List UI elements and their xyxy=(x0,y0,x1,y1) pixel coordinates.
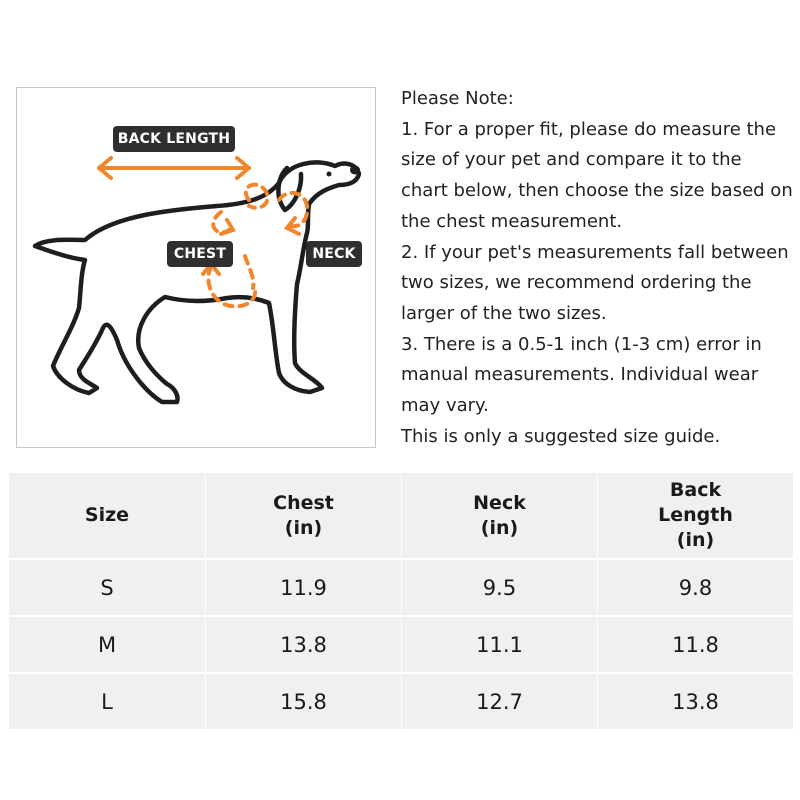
cell-back-length: 13.8 xyxy=(598,673,794,730)
table-row xyxy=(9,616,794,673)
back-length-label: BACK LENGTH xyxy=(113,126,235,152)
dog-eye xyxy=(327,172,332,177)
cell-size: S xyxy=(9,559,206,616)
cell-size: M xyxy=(9,616,206,673)
note-2: 2. If your pet's measurements fall between two sizes, we recommend ordering the larger of the two sizes. xyxy=(401,241,789,324)
cell-chest: 15.8 xyxy=(206,673,402,730)
cell-size: L xyxy=(9,673,206,730)
note-3: 3. There is a 0.5-1 inch (1-3 cm) error in manual measurements. Individual wear may vary. xyxy=(401,333,762,417)
header-neck: Neck (in) xyxy=(402,473,598,560)
cell-chest: 13.8 xyxy=(206,616,402,673)
note-1: 1. For a proper fit, please do measure the size of your pet and compare it to the chart below, then choose the size based on the chest measurement. xyxy=(401,118,793,232)
cell-neck: 11.1 xyxy=(402,616,598,673)
back-length-arrow xyxy=(99,158,249,178)
neck-label: NECK xyxy=(306,241,362,267)
cell-back-length: 11.8 xyxy=(598,616,794,673)
table-row xyxy=(9,673,794,730)
table-header-row xyxy=(9,473,794,560)
dog-outline xyxy=(35,162,359,402)
notes-heading: Please Note: xyxy=(401,88,514,109)
cell-back-length: 9.8 xyxy=(598,559,794,616)
table-row xyxy=(9,559,794,616)
note-disclaimer: This is only a suggested size guide. xyxy=(401,425,721,447)
size-chart-table xyxy=(8,472,794,730)
dog-nose xyxy=(350,166,360,175)
cell-chest: 11.9 xyxy=(206,559,402,616)
header-back-length: Back Length (in) xyxy=(598,473,794,560)
cell-neck: 9.5 xyxy=(402,559,598,616)
cell-neck: 12.7 xyxy=(402,673,598,730)
header-size: Size xyxy=(9,473,206,560)
size-notes xyxy=(401,84,793,452)
header-chest: Chest (in) xyxy=(206,473,402,560)
chest-label: CHEST xyxy=(167,241,233,267)
measurement-diagram xyxy=(16,87,376,448)
dog-ear xyxy=(278,168,301,210)
